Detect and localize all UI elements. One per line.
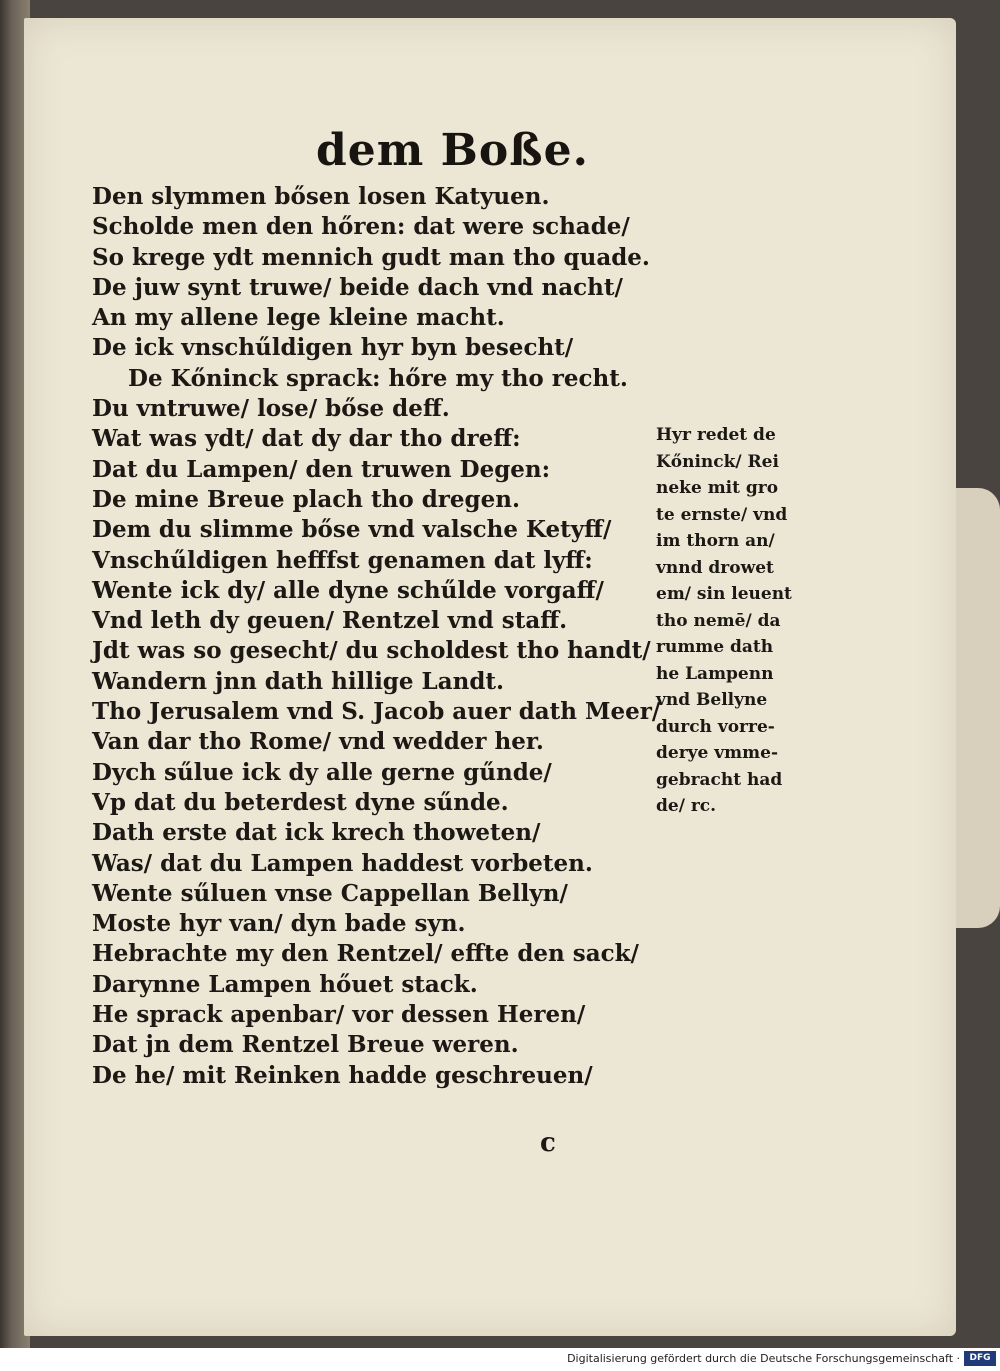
verse-line: Scholde men den hőren: dat were schade/ bbox=[92, 213, 630, 241]
verse-line: Moste hyr van/ dyn bade syn. bbox=[92, 910, 466, 938]
margin-note-line: derye vmme- bbox=[656, 743, 778, 763]
margin-note-line: tho nemē/ da bbox=[656, 610, 781, 631]
margin-note-line: he Lampenn bbox=[656, 663, 774, 684]
verse-line: Du vntruwe/ lose/ bőse deff. bbox=[92, 395, 450, 423]
verse-line: Wat was ydt/ dat dy dar tho dreff: bbox=[92, 425, 521, 453]
dfg-logo: DFG bbox=[964, 1351, 996, 1366]
margin-note-line: im thorn an/ bbox=[656, 531, 775, 551]
verse-line: De mine Breue plach tho dregen. bbox=[92, 485, 521, 513]
verse-line: De ick vnschűldigen hyr byn besecht/ bbox=[92, 334, 574, 362]
verse-text bbox=[92, 182, 692, 1091]
verse-line: Dych sűlue ick dy alle gerne gűnde/ bbox=[92, 758, 552, 786]
verse-line: Wente ick dy/ alle dyne schűlde vorgaff/ bbox=[92, 576, 604, 604]
verse-line: Wente sűluen vnse Cappellan Bellyn/ bbox=[92, 879, 568, 907]
verse-line: Vp dat du beterdest dyne sűnde. bbox=[92, 788, 509, 816]
verse-line: Hebrachte my den Rentzel/ effte den sack/ bbox=[92, 940, 639, 968]
verse-line: He sprack apenbar/ vor dessen Heren/ bbox=[92, 1001, 586, 1029]
margin-note bbox=[656, 422, 836, 820]
verse-line: Van dar tho Rome/ vnd wedder her. bbox=[92, 728, 544, 756]
verse-line: De juw synt truwe/ beide dach vnd nacht/ bbox=[92, 273, 623, 301]
margin-note-line: durch vorre- bbox=[656, 716, 775, 737]
margin-note-line: Hyr redet de bbox=[656, 425, 776, 445]
margin-note-line: vnd Bellyne bbox=[656, 690, 768, 710]
verse-line: Was/ dat du Lampen haddest vorbeten. bbox=[92, 849, 593, 877]
margin-note-line: em/ sin leuent bbox=[656, 584, 792, 604]
margin-note-line: neke mit gro bbox=[656, 478, 779, 498]
page-edge bbox=[956, 488, 1000, 928]
verse-line: An my allene lege kleine macht. bbox=[92, 304, 505, 332]
verse-line: Vnschűldigen hefffst genamen dat lyff: bbox=[92, 546, 593, 574]
page-heading: dem Boße. bbox=[316, 125, 589, 176]
verse-line: Vnd leth dy geuen/ Rentzel vnd staff. bbox=[92, 607, 568, 635]
verse-line: Darynne Lampen hőuet stack. bbox=[92, 970, 478, 998]
margin-note-line: de/ rc. bbox=[656, 796, 717, 816]
verse-line: Dem du slimme bőse vnd valsche Ketyff/ bbox=[92, 516, 612, 544]
verse-line: Dath erste dat ick krech thoweten/ bbox=[92, 819, 541, 847]
margin-note-line: gebracht had bbox=[656, 769, 783, 790]
margin-note-line: rumme dath bbox=[656, 637, 774, 657]
verse-line: Wandern jnn dath hillige Landt. bbox=[92, 667, 505, 695]
verse-line: Dat du Lampen/ den truwen Degen: bbox=[92, 455, 551, 483]
margin-note-line: vnnd drowet bbox=[656, 557, 774, 578]
footer-bar bbox=[0, 1348, 1000, 1371]
verse-line: Tho Jerusalem vnd S. Jacob auer dath Meer/ bbox=[92, 698, 661, 726]
margin-note-line: Kőninck/ Rei bbox=[656, 451, 779, 472]
verse-line: De Kőninck sprack: hőre my tho recht. bbox=[128, 364, 628, 392]
verse-line: De he/ mit Reinken hadde geschreuen/ bbox=[92, 1061, 593, 1089]
margin-note-line: te ernste/ vnd bbox=[656, 504, 788, 525]
signature-mark: c bbox=[540, 1128, 556, 1158]
footer-credit: Digitalisierung gefördert durch die Deutsche Forschungsgemeinschaft · bbox=[567, 1352, 960, 1365]
verse-line: So krege ydt mennich gudt man tho quade. bbox=[92, 243, 650, 271]
verse-line: Den slymmen bősen losen Katyuen. bbox=[92, 183, 550, 210]
verse-line: Jdt was so gesecht/ du scholdest tho handt/ bbox=[92, 637, 651, 665]
verse-line: Dat jn dem Rentzel Breue weren. bbox=[92, 1031, 519, 1059]
